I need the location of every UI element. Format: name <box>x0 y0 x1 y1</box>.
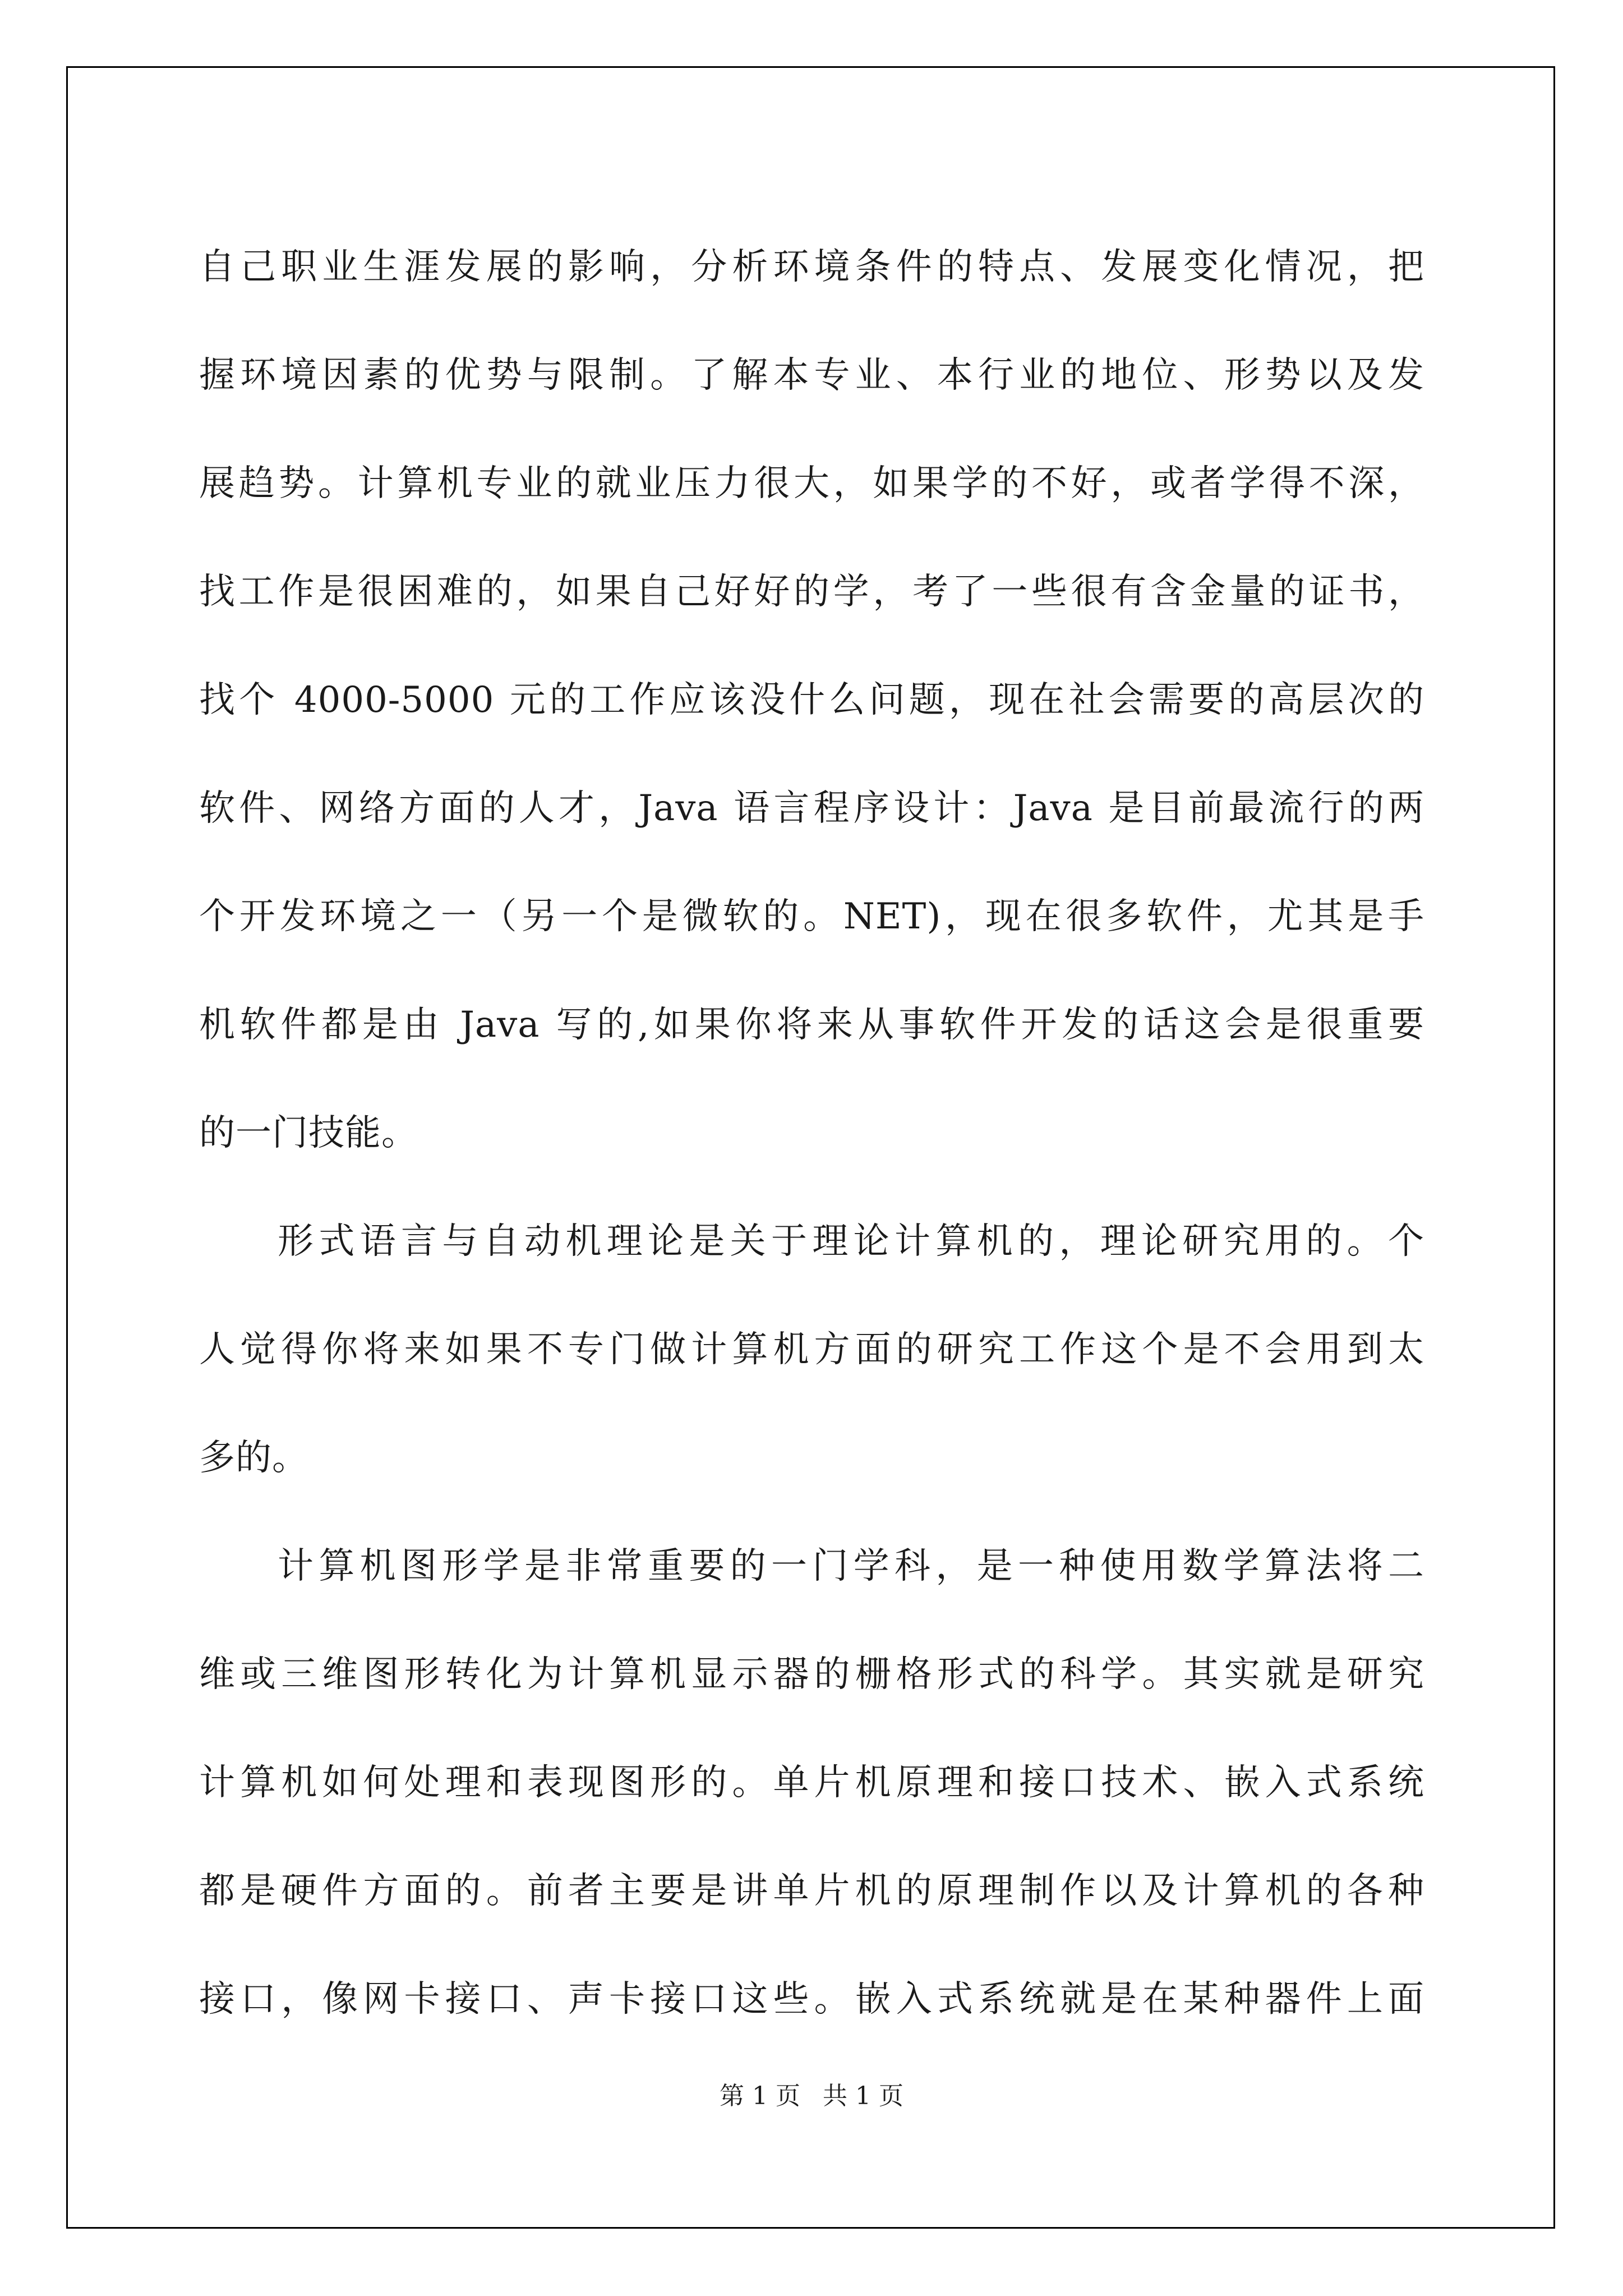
text-line: 都是硬件方面的。前者主要是讲单片机的原理制作以及计算机的各种 <box>199 1870 1424 1912</box>
text-line: 展趋势。计算机专业的就业压力很大，如果学的不好，或者学得不深， <box>199 463 1424 504</box>
text-line: 自己职业生涯发展的影响，分析环境条件的特点、发展变化情况，把 <box>199 246 1424 288</box>
text-line: 找个 4000-5000 元的工作应该没什么问题，现在社会需要的高层次的 <box>199 679 1424 721</box>
text-line: 计算机图形学是非常重要的一门学科，是一种使用数学算法将二 <box>278 1545 1424 1587</box>
text-line: 的一门技能。 <box>199 1112 418 1154</box>
page-number: 第 1 页 <box>720 2082 800 2110</box>
paragraph-2 <box>199 1188 1424 1512</box>
text-line: 计算机如何处理和表现图形的。单片机原理和接口技术、嵌入式系统 <box>199 1762 1424 1803</box>
document-body <box>199 213 1424 2054</box>
paragraph-3 <box>199 1512 1424 2054</box>
text-line: 机软件都是由 Java 写的,如果你将来从事软件开发的话这会是很重要 <box>199 1004 1424 1046</box>
text-line: 维或三维图形转化为计算机显示器的栅格形式的科学。其实就是研究 <box>199 1654 1424 1695</box>
text-line: 个开发环境之一（另一个是微软的。NET)，现在很多软件，尤其是手 <box>199 896 1424 937</box>
text-line: 人觉得你将来如果不专门做计算机方面的研究工作这个是不会用到太 <box>199 1329 1424 1370</box>
text-line: 形式语言与自动机理论是关于理论计算机的，理论研究用的。个 <box>278 1221 1424 1262</box>
text-line: 多的。 <box>199 1437 308 1479</box>
paragraph-1 <box>199 213 1424 1188</box>
page-footer <box>0 2076 1623 2111</box>
text-line: 找工作是很困难的，如果自己好好的学，考了一些很有含金量的证书， <box>199 571 1424 613</box>
text-line: 接口，像网卡接口、声卡接口这些。嵌入式系统就是在某种器件上面 <box>199 1978 1424 2020</box>
text-line: 握环境因素的优势与限制。了解本专业、本行业的地位、形势以及发 <box>199 355 1424 396</box>
text-line: 软件、网络方面的人才，Java 语言程序设计：Java 是目前最流行的两 <box>199 788 1424 829</box>
page-total: 共 1 页 <box>823 2082 903 2110</box>
